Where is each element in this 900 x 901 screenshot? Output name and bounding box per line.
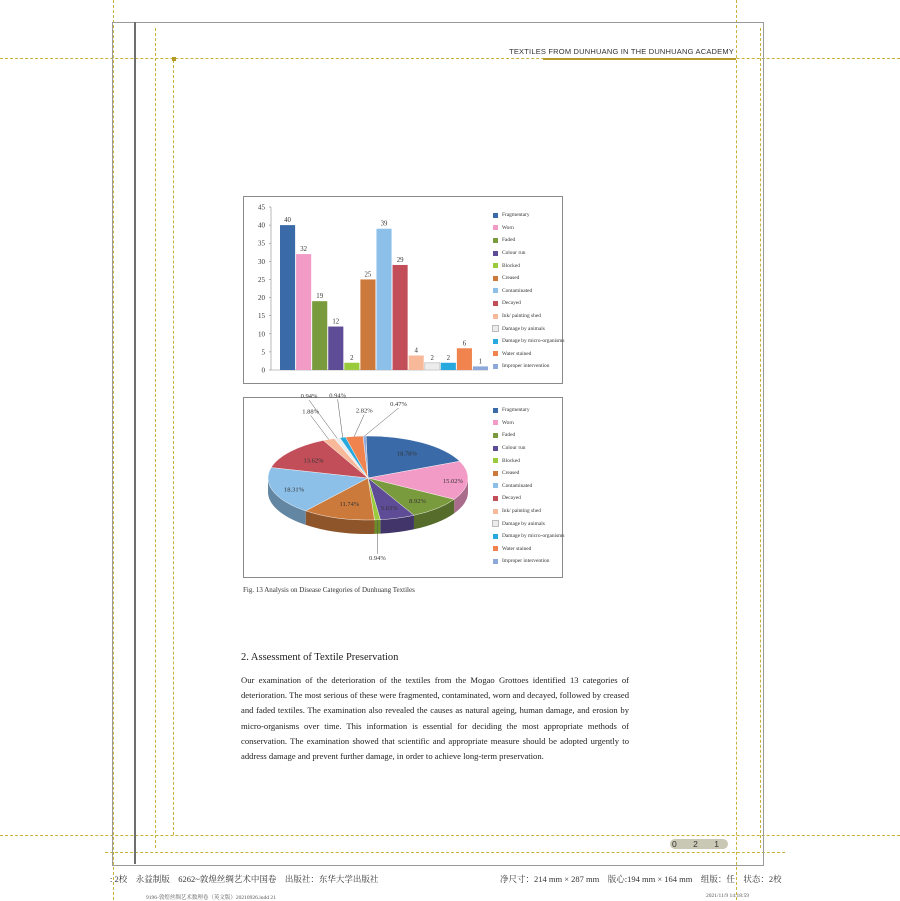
bar-data-label: 25 xyxy=(364,271,372,279)
pie-data-label: 8.92% xyxy=(409,497,426,505)
y-tick-label: 25 xyxy=(258,275,265,284)
bar-water-stained xyxy=(457,348,472,370)
legend-swatch xyxy=(493,446,498,451)
pie-data-label: 2.82% xyxy=(355,407,373,415)
header-rule xyxy=(543,58,736,60)
legend-label: Colour run xyxy=(502,445,526,452)
legend-label: Worn xyxy=(502,224,514,231)
pie-chart-panel xyxy=(243,392,565,578)
pie-legend-item-colour-run xyxy=(493,442,564,455)
bar-data-label: 32 xyxy=(300,246,308,254)
bar-legend-item-water-stained xyxy=(493,348,564,361)
bar-creased xyxy=(360,279,375,370)
pie-legend-item-ink-painting-shed xyxy=(493,505,564,518)
pie-data-label: 18.31% xyxy=(284,486,305,494)
bar-data-label: 12 xyxy=(332,318,340,326)
bar-contaminated xyxy=(376,229,391,370)
pie-leader-line xyxy=(338,399,343,437)
legend-label: Faded xyxy=(502,432,516,439)
pie-data-label: 0.94% xyxy=(300,393,318,401)
pie-legend-item-creased xyxy=(493,467,564,480)
pie-chart xyxy=(244,392,490,577)
page-number: 0 2 1 xyxy=(670,839,728,849)
bar-legend-item-worn xyxy=(493,222,564,235)
slug-time: 2021/11/9 14:18:59 xyxy=(706,893,750,899)
legend-swatch xyxy=(493,364,498,369)
figure-caption: Fig. 13 Analysis on Disease Categories of Dunhuang Textiles xyxy=(243,586,415,594)
legend-label: Improper intervention xyxy=(502,363,550,370)
bar-legend-item-damage-by-animals xyxy=(493,322,564,335)
legend-swatch xyxy=(493,559,498,564)
bar-data-label: 2 xyxy=(350,354,354,362)
bar-legend-item-fragmentary xyxy=(493,209,564,222)
legend-swatch xyxy=(493,420,498,425)
legend-label: Ink/ painting shed xyxy=(502,508,541,515)
legend-label: Damage by animals xyxy=(502,520,545,527)
legend-label: Ink/ painting shed xyxy=(502,313,541,320)
legend-label: Improper intervention xyxy=(502,558,550,565)
legend-swatch xyxy=(493,225,498,230)
bar-blocked xyxy=(344,363,359,370)
slug-right: 净尺寸：214 mm × 287 mm 版心:194 mm × 164 mm 组版：任 状态：2校 xyxy=(500,874,782,884)
legend-label: Fragmentary xyxy=(502,407,530,414)
bar-chart-legend xyxy=(493,209,564,373)
y-tick-label: 10 xyxy=(258,330,265,339)
bar-data-label: 4 xyxy=(414,347,418,355)
page-spine xyxy=(134,22,136,864)
legend-label: Blocked xyxy=(502,262,520,269)
pie-leader-line xyxy=(311,415,329,439)
section-title: 2. Assessment of Textile Preservation xyxy=(241,652,399,663)
pie-legend-item-decayed xyxy=(493,492,564,505)
legend-swatch xyxy=(493,301,498,306)
legend-label: Damage by micro-organisms xyxy=(502,338,565,345)
pie-leader-line xyxy=(354,414,364,436)
pie-data-label: 1.88% xyxy=(302,408,320,416)
legend-label: Fragmentary xyxy=(502,212,530,219)
y-tick-label: 45 xyxy=(258,203,265,212)
bar-data-label: 29 xyxy=(396,256,404,264)
pie-data-label: 5.63% xyxy=(380,504,398,512)
legend-swatch xyxy=(493,496,498,501)
bar-data-label: 1 xyxy=(478,358,483,366)
bar-data-label: 19 xyxy=(316,293,324,301)
pie-legend-item-improper-intervention xyxy=(493,555,564,568)
bar-data-label: 2 xyxy=(430,354,434,362)
legend-swatch xyxy=(493,326,498,331)
pie-chart-legend xyxy=(493,404,564,568)
running-header: TEXTILES FROM DUNHUANG IN THE DUNHUANG ACADEMY xyxy=(509,47,734,56)
legend-swatch xyxy=(493,238,498,243)
legend-label: Creased xyxy=(502,470,520,477)
y-tick-label: 5 xyxy=(261,348,265,357)
legend-label: Decayed xyxy=(502,495,521,502)
pie-legend-item-faded xyxy=(493,429,564,442)
y-tick-label: 20 xyxy=(258,294,265,303)
pie-data-label: 0.94% xyxy=(329,392,347,400)
bar-improper-intervention xyxy=(473,366,488,370)
legend-label: Contaminated xyxy=(502,287,533,294)
legend-swatch xyxy=(493,433,498,438)
legend-label: Decayed xyxy=(502,300,521,307)
legend-label: Creased xyxy=(502,275,520,282)
legend-label: Damage by micro-organisms xyxy=(502,533,565,540)
legend-swatch xyxy=(493,408,498,413)
legend-swatch xyxy=(493,509,498,514)
legend-swatch xyxy=(493,314,498,319)
bar-fragmentary xyxy=(280,225,295,370)
bar-faded xyxy=(312,301,327,370)
bar-legend-item-faded xyxy=(493,234,564,247)
pie-legend-item-contaminated xyxy=(493,480,564,493)
bar-ink-painting-shed xyxy=(409,356,424,370)
legend-label: Damage by animals xyxy=(502,325,545,332)
bar-legend-item-improper-intervention xyxy=(493,360,564,373)
bar-legend-item-creased xyxy=(493,272,564,285)
legend-label: Contaminated xyxy=(502,482,533,489)
pie-data-label: 15.02% xyxy=(442,478,463,486)
pie-legend-item-fragmentary xyxy=(493,404,564,417)
pie-data-label: 0.94% xyxy=(369,554,386,562)
legend-label: Blocked xyxy=(502,457,520,464)
y-tick-label: 40 xyxy=(258,221,265,230)
legend-swatch xyxy=(493,351,498,356)
bar-chart-panel xyxy=(243,196,563,384)
legend-swatch xyxy=(493,288,498,293)
legend-swatch xyxy=(493,471,498,476)
pie-data-label: 11.74% xyxy=(339,500,360,508)
pie-data-label: 0.47% xyxy=(390,401,407,409)
legend-label: Colour run xyxy=(502,250,526,257)
y-tick-label: 0 xyxy=(261,366,265,375)
legend-swatch xyxy=(493,458,498,463)
legend-swatch xyxy=(493,546,498,551)
legend-label: Water stained xyxy=(502,545,532,552)
bar-decayed xyxy=(393,265,408,370)
bar-legend-item-colour-run xyxy=(493,247,564,260)
legend-swatch xyxy=(493,276,498,281)
legend-label: Worn xyxy=(502,419,514,426)
legend-swatch xyxy=(493,339,498,344)
bar-damage-by-animals xyxy=(425,363,440,370)
slug-file: 9196-敦煌丝绸艺术数理卷（英文版）20210926.indd 21 xyxy=(146,895,276,901)
legend-swatch xyxy=(493,213,498,218)
slug-left: : 2校 永益制版 6262~敦煌丝绸艺术中国卷 出版社：东华大学出版社 xyxy=(110,874,379,884)
legend-label: Faded xyxy=(502,237,516,244)
pie-data-label: 13.62% xyxy=(303,457,324,465)
bar-legend-item-decayed xyxy=(493,297,564,310)
pie-legend-item-damage-by-micro-organisms xyxy=(493,530,564,543)
bar-data-label: 40 xyxy=(284,217,291,225)
bar-legend-item-blocked xyxy=(493,259,564,272)
legend-swatch xyxy=(493,263,498,268)
legend-swatch xyxy=(493,534,498,539)
bar-data-label: 39 xyxy=(380,220,388,228)
bar-legend-item-ink-painting-shed xyxy=(493,310,564,323)
pie-legend-item-damage-by-animals xyxy=(493,517,564,530)
bar-colour-run xyxy=(328,327,343,370)
pie-legend-item-blocked xyxy=(493,454,564,467)
legend-swatch xyxy=(493,251,498,256)
bar-damage-by-micro-organisms xyxy=(441,363,456,370)
bar-chart xyxy=(244,197,490,383)
y-tick-label: 30 xyxy=(258,257,265,266)
y-tick-label: 15 xyxy=(258,312,265,321)
pie-legend-item-water-stained xyxy=(493,543,564,556)
y-tick-label: 35 xyxy=(258,239,265,248)
bar-data-label: 2 xyxy=(446,354,451,362)
pie-legend-item-worn xyxy=(493,417,564,430)
bar-data-label: 6 xyxy=(462,340,467,348)
legend-label: Water stained xyxy=(502,350,532,357)
bar-legend-item-contaminated xyxy=(493,285,564,298)
body-paragraph: Our examination of the deterioration of the textiles from the Mogao Grottoes identified 13 categories of deterioration. The most serious of these were fragmented, contaminated, worn and decayed, followed by creased and faded textiles. The examination also revealed the causes as natural ageing, human damage, and erosion by micro-organisms over time. This information is essential for deciding the most appropriate methods of conservation. The examination showed that scientific and appropriate measure should be adopted urgently to address damage and prevent further damage, in order to achieve long-term preservation. xyxy=(241,675,629,762)
legend-swatch xyxy=(493,521,498,526)
pie-data-label: 18.78% xyxy=(396,450,417,458)
bar-legend-item-damage-by-micro-organisms xyxy=(493,335,564,348)
legend-swatch xyxy=(493,483,498,488)
bar-worn xyxy=(296,254,311,370)
